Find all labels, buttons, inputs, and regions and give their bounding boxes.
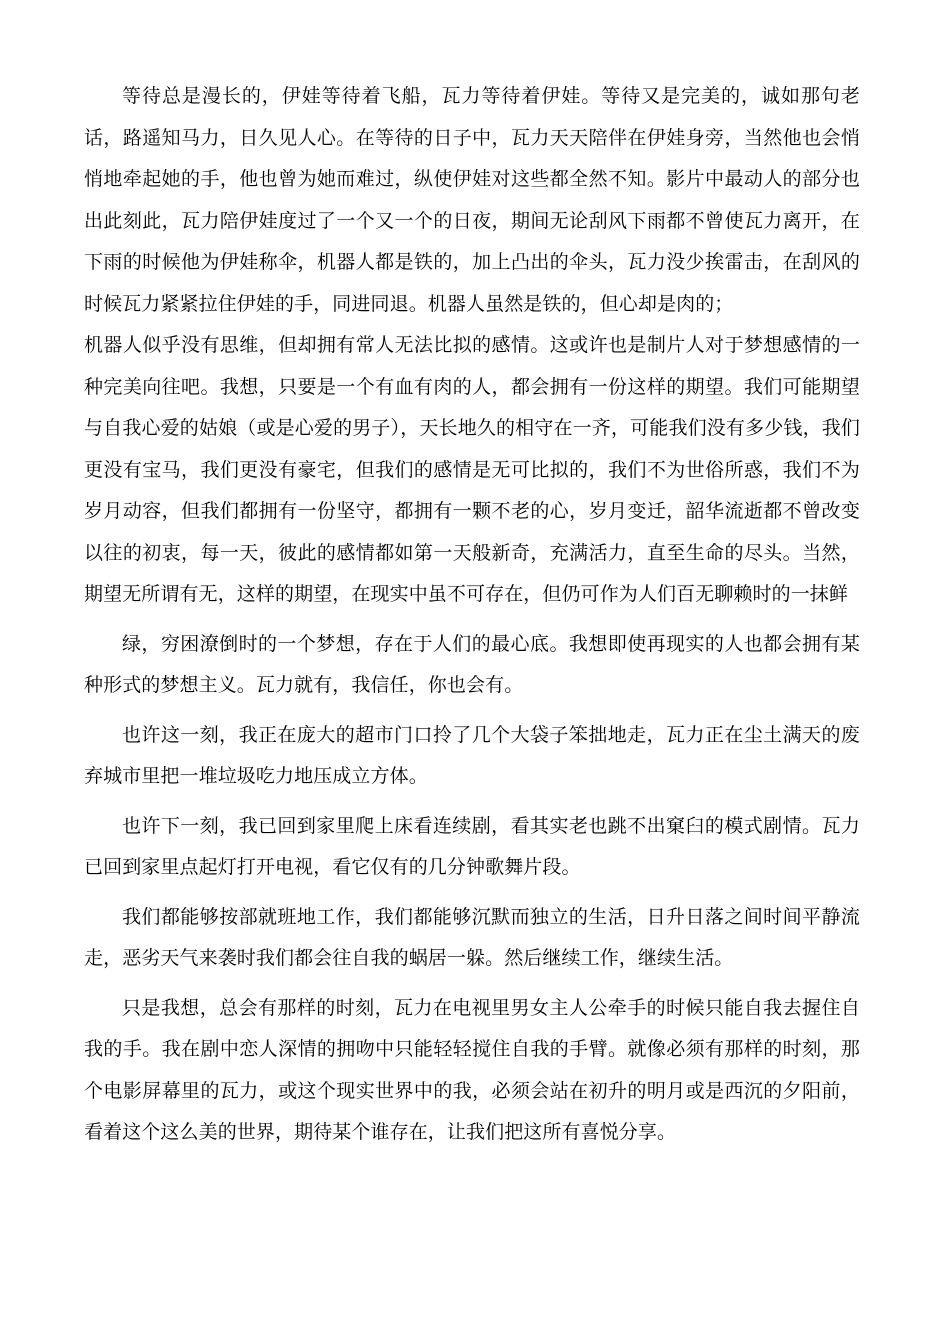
document-page <box>84 76 860 1154</box>
paragraph-5: 也许下一刻，我已回到家里爬上床看连续剧，看其实老也跳不出窠臼的模式剧情。瓦力已回到家里点起灯打开电视，看它仅有的几分钟歌舞片段。 <box>84 814 860 878</box>
paragraph-2: 机器人似乎没有思维，但却拥有常人无法比拟的感情。这或许也是制片人对于梦想感情的一种完美向往吧。我想，只要是一个有血有肉的人，都会拥有一份这样的期望。我们可能期望与自我心爱的姑娘（或是心爱的男子），天长地久的相守在一齐，可能我们没有多少钱，我们更没有宝马，我们更没有豪宅，但我们的感情是无可比拟的，我们不为世俗所惑，我们不为岁月动容，但我们都拥有一份坚守，都拥有一颗不老的心，岁月变迁，韶华流逝都不曾改变以往的初衷，每一天，彼此的感情都如第一天般新奇，充满活力，直至生命的尽头。当然，期望无所谓有无，这样的期望，在现实中虽不可存在，但仍可作为人们百无聊赖时的一抹鲜 <box>84 334 860 605</box>
paragraph-1: 等待总是漫长的，伊娃等待着飞船，瓦力等待着伊娃。等待又是完美的，诚如那句老话，路遥知马力，日久见人心。在等待的日子中，瓦力天天陪伴在伊娃身旁，当然他也会悄悄地牵起她的手，他也曾为她而难过，纵使伊娃对这些都全然不知。影片中最动人的部分也出此刻此，瓦力陪伊娃度过了一个又一个的日夜，期间无论刮风下雨都不曾使瓦力离开，在下雨的时候他为伊娃称伞，机器人都是铁的，加上凸出的伞头，瓦力没少挨雷击，在刮风的时候瓦力紧紧拉住伊娃的手，同进同退。机器人虽然是铁的，但心却是肉的； <box>84 85 860 315</box>
paragraph-6: 我们都能够按部就班地工作，我们都能够沉默而独立的生活，日升日落之间时间平静流走，恶劣天气来袭时我们都会往自我的蜗居一躲。然后继续工作，继续生活。 <box>84 905 860 969</box>
paragraph-7: 只是我想，总会有那样的时刻，瓦力在电视里男女主人公牵手的时候只能自我去握住自我的手。我在剧中恋人深情的拥吻中只能轻轻搅住自我的手臂。就像必须有那样的时刻，那个电影屏幕里的瓦力，或这个现实世界中的我，必须会站在初升的明月或是西沉的夕阳前，看着这个这么美的世界，期待某个谁存在，让我们把这所有喜悦分享。 <box>84 996 860 1143</box>
paragraph-4: 也许这一刻，我正在庞大的超市门口拎了几个大袋子笨拙地走，瓦力正在尘土满天的废弃城市里把一堆垃圾吃力地压成立方体。 <box>84 723 860 787</box>
paragraph-3: 绿，穷困潦倒时的一个梦想，存在于人们的最心底。我想即使再现实的人也都会拥有某种形式的梦想主义。瓦力就有，我信任，你也会有。 <box>84 632 860 696</box>
